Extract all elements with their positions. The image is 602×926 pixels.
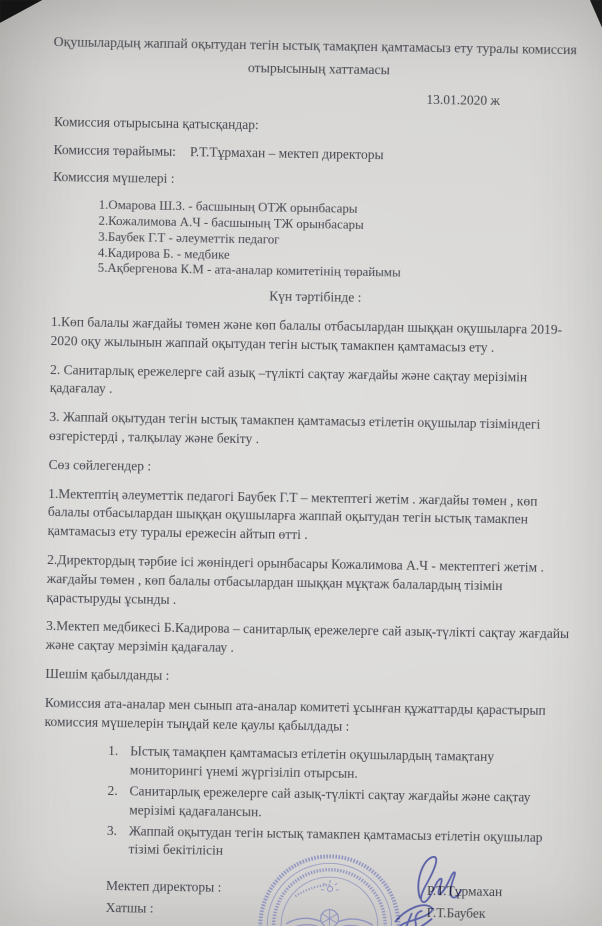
decision-item <box>108 742 573 787</box>
agenda-item: 3. Жаппай оқытудан тегін ыстық тамакпен қамтамасыз етілетін оқушылар тізіміндегі өзгерістерді , талқылау және бекіту . <box>48 409 541 447</box>
speakers-heading: Сөз сөйлегендер : <box>48 456 152 474</box>
agenda-item: 1.Көп балалы жағдайы төмен және көп балалы отбасылардан шыққан оқушыларға 2019-2020 оқу жылынын жаппай оқытудан тегін ыстық тамакпен қамтамасыз ету . <box>50 313 563 355</box>
members-heading: Комиссия мүшелері : <box>53 169 175 187</box>
speech-paragraph: 2.Директордың тәрбие ісі жөніндегі орынбасары Кожалимова А.Ч - мектептегі жетім . жағдайы төмен , көп балалы отбасылардан шыққан мұқтаж балалардың тізімін қарастыруды ұсынды . <box>46 551 545 607</box>
decision-number: 3. <box>106 822 118 838</box>
chairman-label: Комиссия төрайымы: <box>53 141 177 159</box>
document-date: 13.01.2020 ж <box>426 91 500 109</box>
decision-text: Жаппай оқытудан тегін ыстық тамакпен қамтамасыз етілетін оқушылар тізімі бекітілісін <box>128 822 543 859</box>
decision-number: 1. <box>108 743 119 759</box>
signature-label: Мектеп директоры : <box>105 878 222 895</box>
member-item: 1.Омарова Ш.З. - басшының ОТЖ орынбасары <box>98 197 358 216</box>
signature-block <box>106 875 571 926</box>
decision-number: 2. <box>107 782 118 799</box>
chairman-line <box>53 141 581 168</box>
agenda-heading: Күн тәртібінде : <box>269 288 362 306</box>
member-item: 4.Кадирова Б. - медбике <box>97 245 230 262</box>
handwritten-signatures-icon <box>381 853 513 926</box>
members-list <box>98 198 581 285</box>
member-item: 2.Кожалимова А.Ч - басшының ТЖ орынбасары <box>98 213 364 232</box>
document-title-line2: отырысының хаттамасы <box>247 60 391 78</box>
signature-name: Г.Т.Баубек <box>426 905 486 921</box>
speech-paragraph: 3.Мектеп медбикесі Б.Кадирова – санитарлық ережелерге сай азық-түлікті сақтау жағдайы және сақтау мерзімін қадағалау . <box>45 618 570 656</box>
member-item: 3.Баубек Г.Т - әлеуметтік педагог <box>98 229 280 247</box>
attendees-heading: Комиссия отырысына қатысқандар: <box>53 113 259 133</box>
chairman-value: Р.Т.Тұрмахан – мектеп директоры <box>189 143 384 162</box>
member-item: 5.Ақбергенова К.М - ата-аналар комитетінің төрайымы <box>97 261 401 280</box>
agenda-item: 2. Санитарлық ережелерге сай азық –түлікті сақтау жағдайы және сақтау мерізімін қадағалау . <box>49 361 528 397</box>
decision-item <box>107 782 572 827</box>
decision-intro: Комиссия ата-аналар мен сынып ата-аналар комитеті ұсынған құжаттарды қарастырып комиссия мүшелерін тыңдай келе қаулы қабылдады : <box>44 694 546 734</box>
signature-label: Хатшы : <box>105 900 154 916</box>
decision-text: Санитарлық ережелерге сай азық-түлікті сақтау жағдайы және сақтау мерізімі қадағалансын. <box>129 783 531 820</box>
document-title-line1: Оқушылардың жаппай оқытудан тегін ыстық тамақпен қамтамасыз ету туралы комиссия <box>53 34 577 58</box>
speech-paragraph: 1.Мектептің әлеуметтік педагогі Баубек Г.Т – мектептегі жетім . жағдайы төмен , көп балалы отбасылардан шыққан оқушыларға жаппай оқытудан тегін ыстық тамакпен қамтамасыз ету туралы ережесін айтып өтті . <box>47 485 538 543</box>
decision-heading: Шешім қабылданды : <box>45 665 170 683</box>
decisions-list <box>106 742 572 866</box>
decision-text: Ыстық тамақпен қамтамасыз етілетін оқушылардың тамақтану мониторингі үнемі жүргізіліп отырсын. <box>129 743 495 781</box>
signature-name: Р.Т.Тұрмахан <box>426 883 503 900</box>
